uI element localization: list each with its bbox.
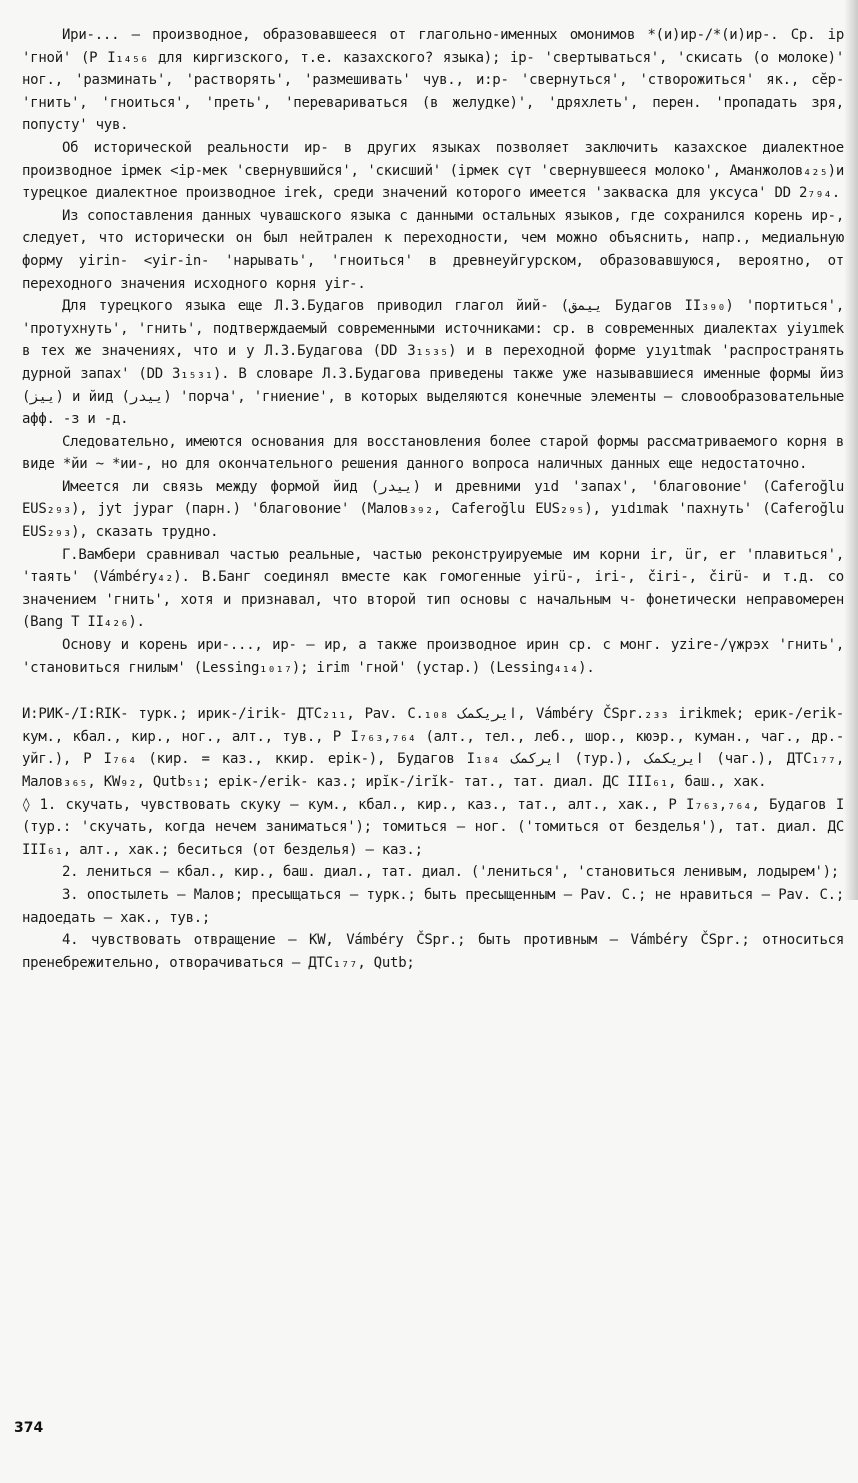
paragraph-5: Следовательно, имеются основания для восстановления более старой формы рассматриваемого корня в виде *йи ~ *ии-, но для окончательного решения данного вопроса наличных данных еще недостаточно. bbox=[22, 433, 844, 473]
entry-sense-1: ◊ 1. скучать, чувствовать скуку – кум., кбал., кир., каз., тат., алт., хак., Р I₇₆₃,₇₆₄, Будагов I (тур.: 'скучать, когда нечем заниматься'); томиться – ног. ('томиться от безделья'), тат. диал. ДС III₆₁, алт., хак.; беситься (от безделья) – каз.; bbox=[22, 796, 844, 858]
paragraph-8: Основу и корень ири-..., ир- – ир, а также производное ирин ср. с монг. yzire-/үжрэх 'гнить', 'становиться гнилым' (Lessing₁₀₁₇); irim 'гной' (устар.) (Lessing₄₁₄). bbox=[22, 637, 844, 676]
entry-header: И:РИК-/І:RIK- турк.; ирик-/irik- ДТС₂₁₁, Pav. C.₁₀₈ ایریکمک, Vámbéry ČSpr.₂₃₃ irikmek; ерик-/erik- кум., кбал., кир., ног., алт., тув., Р I₇₆₃,₇₆₄ (алт., тел., леб., шор., кюэр., куман., чаг., др.-уйг.), Р I₇₆₄ (кир. = каз., ккир. ерік-), Будагов I₁₈₄ ایرکمک (тур.), ایریکمک (чаг.), ДТС₁₇₇, Малов₃₆₅, KW₉₂, Qutb₅₁; ерік-/erik- каз.; ирĭк-/irĭk- тат., тат. диал. ДС III₆₁, баш., хак. bbox=[22, 706, 845, 790]
paragraph-2: Об исторической реальности ир- в других языках позволяет заключить казахское диалектное производное ірмек <ір-мек 'свернувшийся', 'скисший' (ірмек сүт 'свернувшееся молоко', Аманжолов₄₂₅)и турецкое диалектное производное irek, среди значений которого имеется 'закваска для уксуса' DD 2₇₉₄. bbox=[22, 139, 844, 202]
paragraph-7: Г.Вамбери сравнивал частью реальные, частью реконструируемые им корни ir, ür, er 'плавиться', 'таять' (Vámbéry₄₂). В.Банг соединял вместе как гомогенные yirü-, iri-, čiri-, čirü- и т.д. со значением 'гнить', хотя и признавал, что второй тип основы с начальным ч- фонетически неправомерен (Bang T II₄₂₆). bbox=[22, 546, 844, 631]
entry-sense-3: 3. опостылеть – Малов; пресыщаться – турк.; быть пресыщенным – Pav. C.; не нравиться – Pav. C.; надоедать – хак., тув.; bbox=[22, 886, 844, 926]
paragraph-3: Из сопоставления данных чувашского языка с данными остальных языков, где сохранился корень ир-, следует, что исторически он был нейтрален к переходности, чем можно объяснить, напр., медиальную форму yirin- <yir-in- 'нарывать', 'гноиться' в древнеуйгурском, образовавшуюся, вероятно, от переходного значения исходного корня yir-. bbox=[22, 207, 844, 292]
body-text bbox=[22, 24, 844, 974]
entry-sense-2: 2. лениться – кбал., кир., баш. диал., тат. диал. ('лениться', 'становиться ленивым, лодырем'); bbox=[62, 864, 839, 881]
paragraph-1: Ири-... – производное, образовавшееся от глагольно-именных омонимов *(и)ир-/*(и)ир-. Ср. ір 'гной' (Р I₁₄₅₆ для киргизского, т.е. казахского? языка); ір- 'свертываться', 'скисать (о молоке)' ног., 'разминать', 'растворять', 'размешивать' чув., и:р- 'свернуться', 'створожиться' як., сĕр- 'гнить', 'гноиться', 'преть', 'перевариваться (в желудке)', 'дряхлеть', перен. 'пропадать зря, попусту' чув. bbox=[22, 27, 844, 134]
entry-sense-4: 4. чувствовать отвращение – KW, Vámbéry ČSpr.; быть противным – Vámbéry ČSpr.; относиться пренебрежительно, отворачиваться – ДТС₁₇₇, Qutb; bbox=[22, 932, 844, 971]
scan-edge-shadow bbox=[844, 0, 858, 900]
paragraph-6: Имеется ли связь между формой йид (ییدر) и древними yıd 'запах', 'благовоние' (Caferoğlu EUS₂₉₃), jyt jypar (парн.) 'благовоние' (Малов₃₉₂, Caferoğlu EUS₂₉₅), yıdımak 'пахнуть' (Caferoğlu EUS₂₉₃), сказать трудно. bbox=[22, 478, 844, 541]
page-number: 374 bbox=[14, 1420, 44, 1436]
paragraph-4: Для турецкого языка еще Л.З.Будагов приводил глагол йий- (ییمق Будагов II₃₉₀) 'портиться', 'протухнуть', 'гнить', подтверждаемый современными источниками: ср. в современных диалектах yiyımek в тех же значениях, что и у Л.З.Будагова (DD 3₁₅₃₅) и в переходной форме yıyıtmak 'распространять дурной запах' (DD 3₁₅₃₁). В словаре Л.З.Будагова приведены также уже называвшиеся именные формы йиз (ییز) и йид (ییدر) 'порча', 'гниение', в которых выделяются конечные элементы – словообразовательные афф. -з и -д. bbox=[22, 298, 844, 428]
